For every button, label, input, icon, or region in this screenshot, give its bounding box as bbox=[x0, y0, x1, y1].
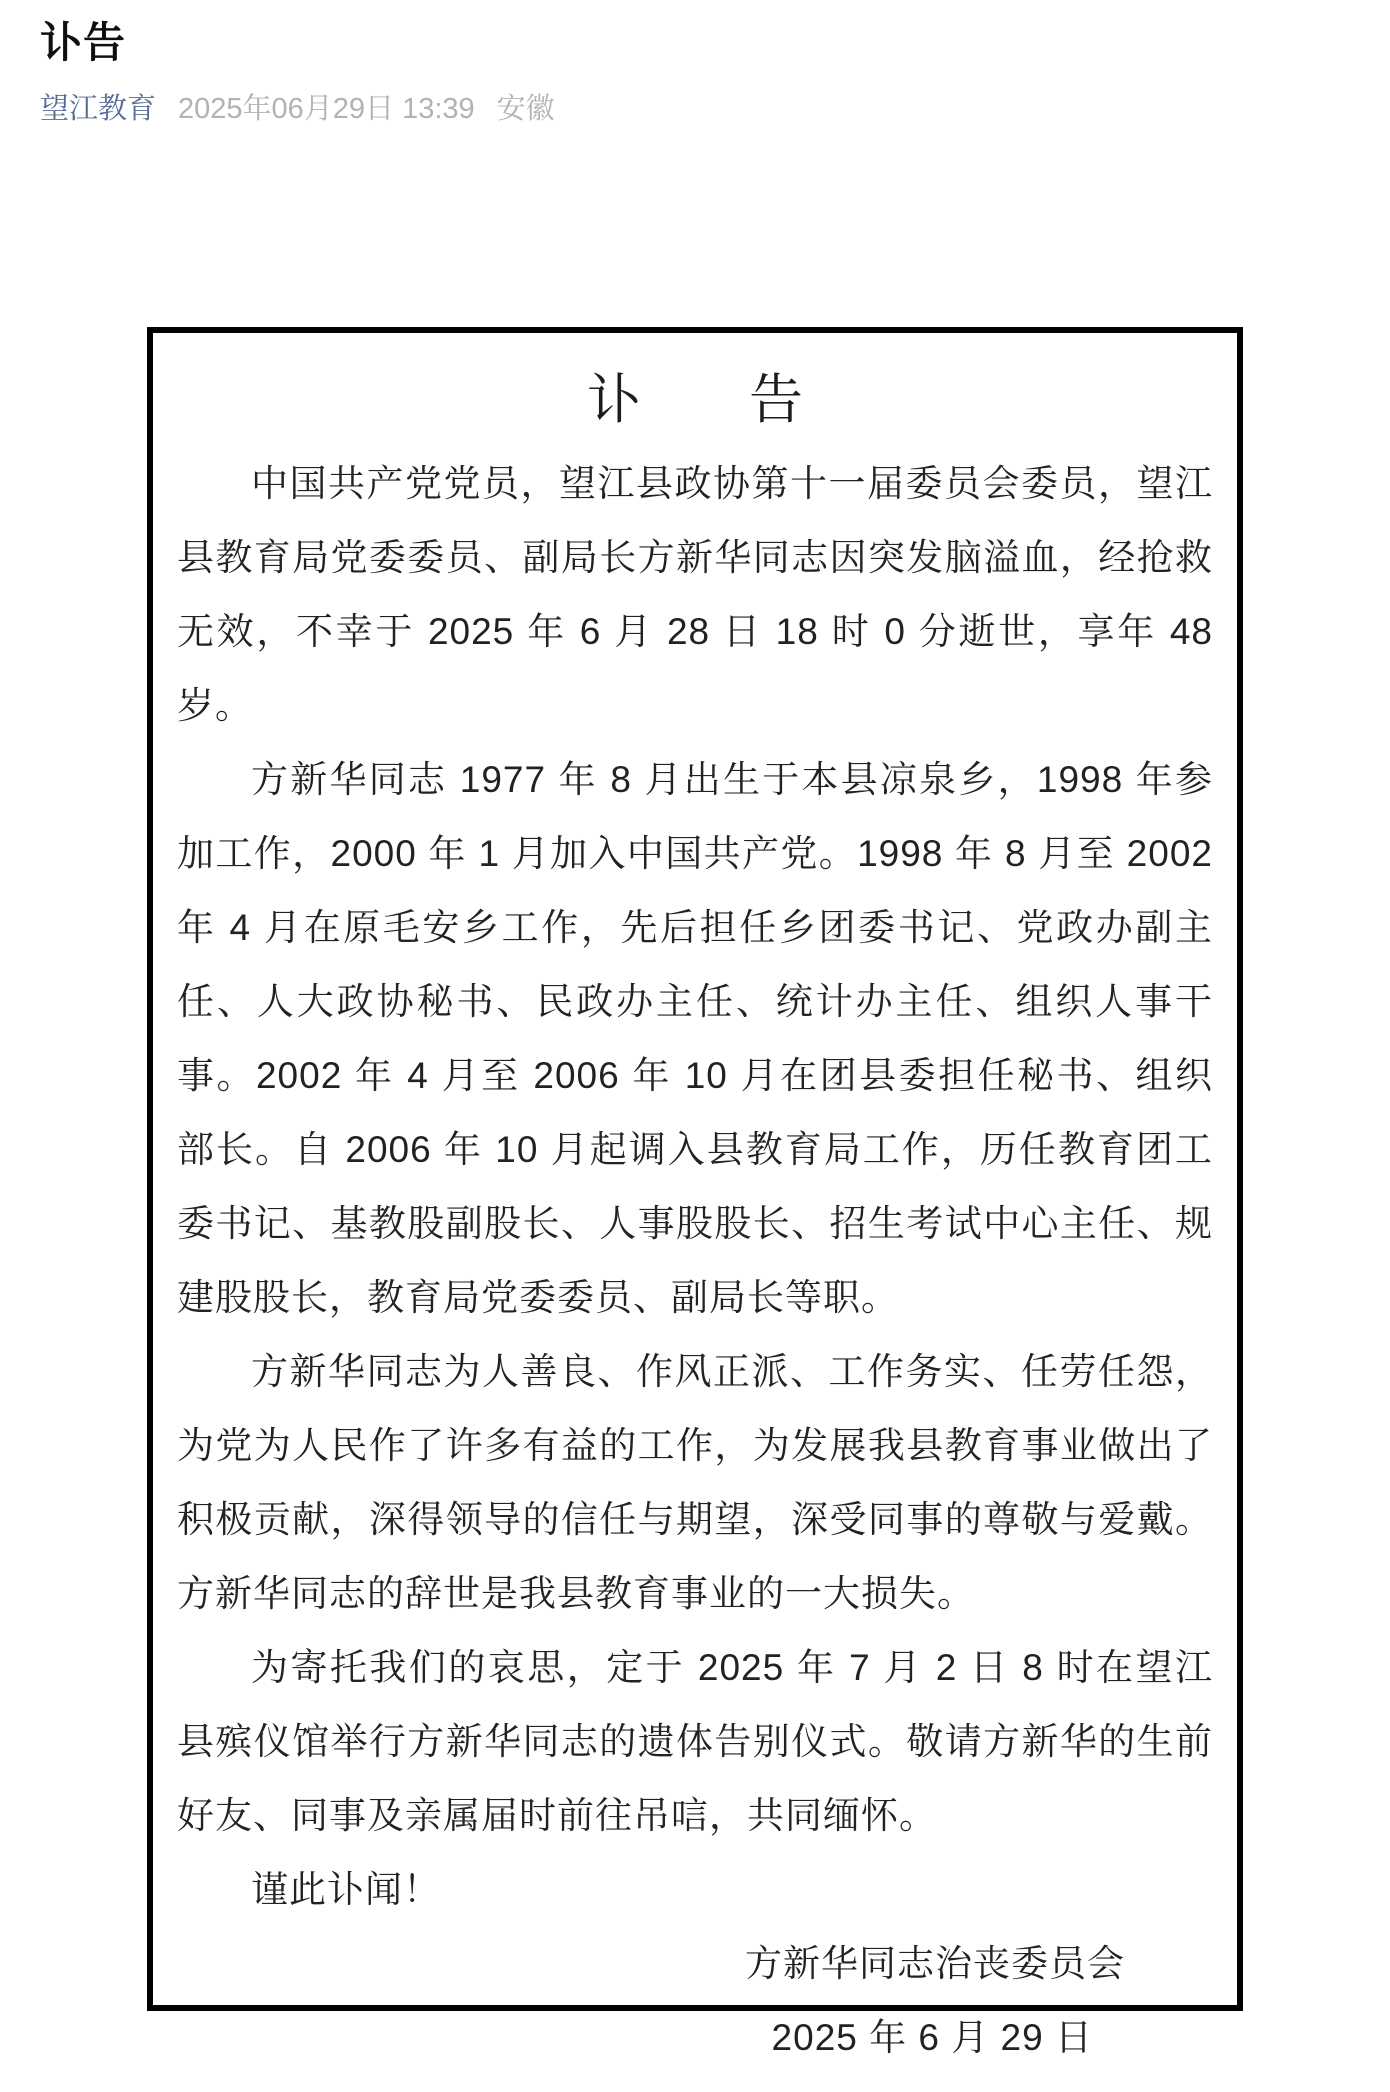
notice-paragraph-2: 方新华同志 1977 年 8 月出生于本县凉泉乡，1998 年参加工作，2000 年 1 月加入中国共产党。1998 年 8 月至 2002 年 4 月在原毛安乡工作，先后担任乡团委书记、党政办副主任、人大政协秘书、民政办主任、统计办主任、组织人事干事。2002 年 4 月至 2006 年 10 月在团县委担任秘书、组织部长。自 2006 年 10 月起调入县教育局工作，历任教育团工委书记、基教股副股长、人事股股长、招生考试中心主任、规建股股长，教育局党委委员、副局长等职。 bbox=[177, 759, 1213, 1318]
obituary-notice-image[interactable] bbox=[147, 327, 1243, 2058]
notice-paragraph-1: 中国共产党党员，望江县政协第十一届委员会委员，望江县教育局党委委员、副局长方新华同志因突发脑溢血，经抢救无效，不幸于 2025 年 6 月 28 日 18 时 0 分逝世，享年 48 岁。 bbox=[177, 463, 1213, 726]
notice-signature: 方新华同志治丧委员会 bbox=[745, 1943, 1125, 1984]
notice-paragraph-3: 方新华同志为人善良、作风正派、工作务实、任劳任怨，为党为人民作了许多有益的工作，为发展我县教育事业做出了积极贡献，深得领导的信任与期望，深受同事的尊敬与爱戴。方新华同志的辞世是我县教育事业的一大损失。 bbox=[177, 1351, 1213, 1614]
publish-datetime: 2025年06月29日 13:39 bbox=[178, 93, 475, 125]
account-link[interactable]: 望江教育 bbox=[40, 93, 157, 125]
notice-date: 2025 年 6 月 29 日 bbox=[771, 2017, 1093, 2058]
page-title: 讣告 bbox=[40, 19, 127, 66]
publish-location: 安徽 bbox=[496, 93, 555, 125]
article-meta bbox=[40, 92, 1350, 126]
notice-title: 讣 告 bbox=[587, 370, 803, 430]
notice-closing-line: 谨此讣闻！ bbox=[251, 1869, 441, 1910]
article-header bbox=[0, 0, 1390, 126]
notice-paragraph-4: 为寄托我们的哀思，定于 2025 年 7 月 2 日 8 时在望江县殡仪馆举行方新华同志的遗体告别仪式。敬请方新华的生前好友、同事及亲属届时前往吊唁，共同缅怀。 bbox=[177, 1647, 1213, 1836]
